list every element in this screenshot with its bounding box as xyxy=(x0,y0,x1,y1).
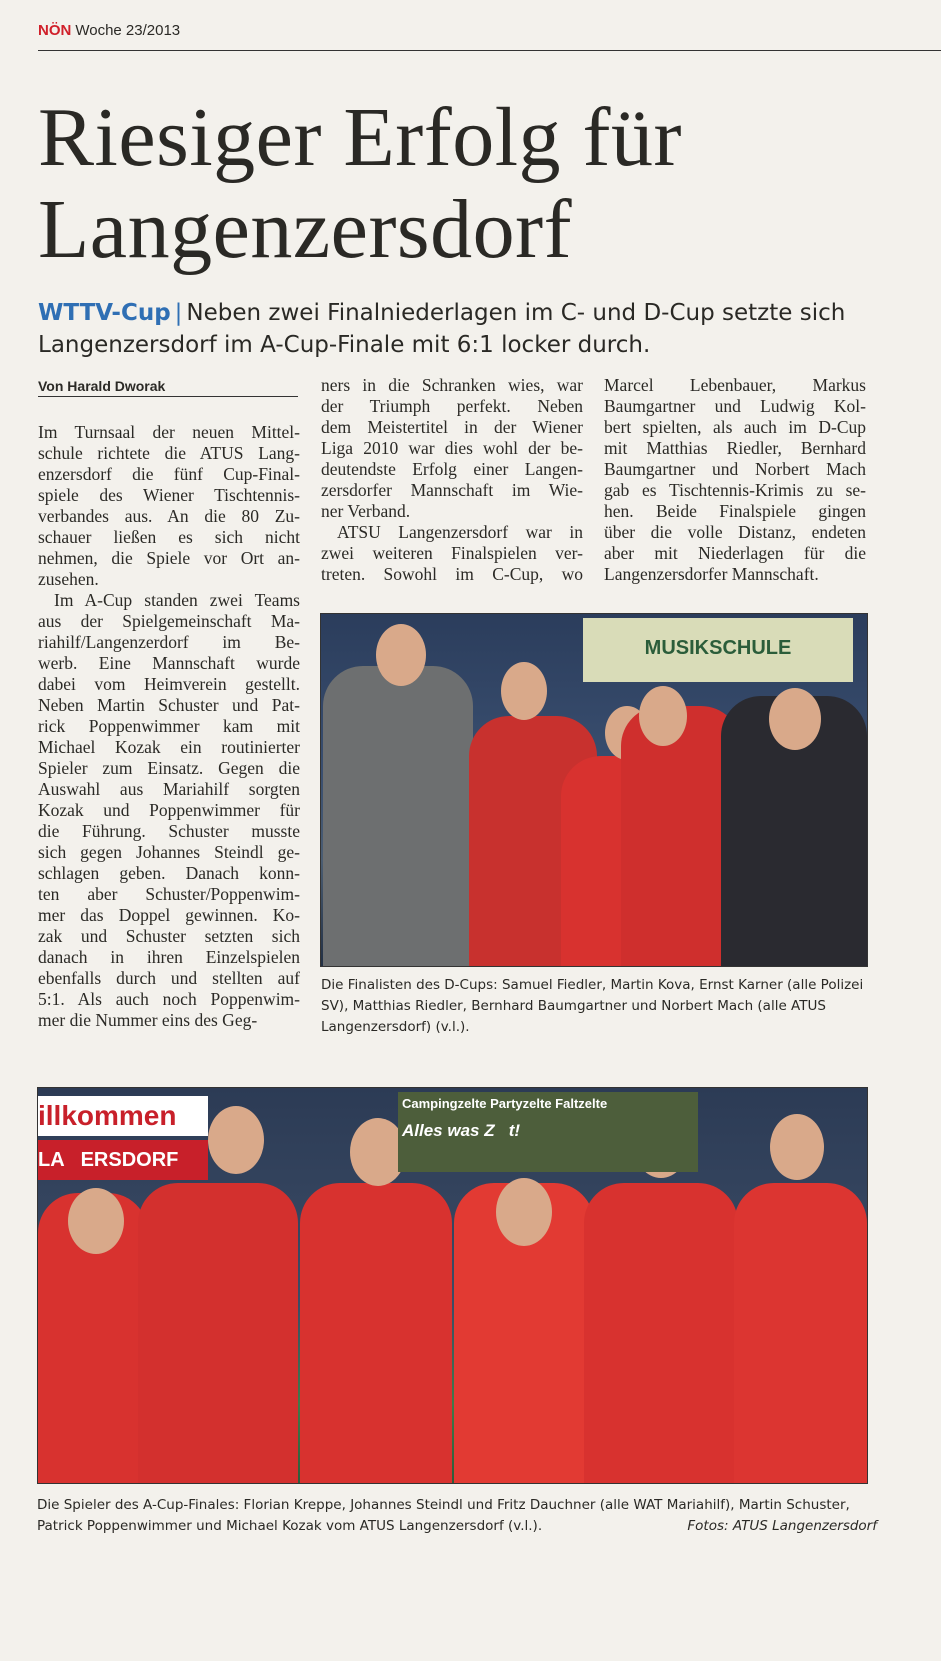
photo-2-caption-text: Die Spieler des A-Cup-Finales: Florian Kreppe, Johannes Steindl und Fritz Dauchner (alle WAT Mariahilf), Martin Schuster, Patrick Poppenwimmer und Michael Kozak vom ATUS Langenzersdorf (v.l.). xyxy=(37,1497,850,1534)
photo-1-caption: Die Finalisten des D-Cups: Samuel Fiedler, Martin Kova, Ernst Karner (alle Polizei SV), Matthias Riedler, Bernhard Baumgartner und Norbert Mach (alle ATUS Langenzersdorf) (v.l.). xyxy=(321,977,864,1035)
photo-ad-text: Campingzelte Partyzelte Faltzelte xyxy=(402,1096,608,1111)
article-line: deutendste Erfolg einer Langen- xyxy=(321,459,583,479)
article-line: 5:1. Als auch noch Poppenwim- xyxy=(38,989,300,1009)
article-line: bert spielten, als auch im D-Cup xyxy=(604,417,866,437)
photo-ad-slogan: Alles was Z t! xyxy=(402,1121,521,1140)
article-line: Auswahl aus Mariahilf sorgten xyxy=(38,779,300,799)
article-line: danach in ihren Einzelspielen xyxy=(38,947,300,967)
article-line: mer das Doppel gewinnen. Ko- xyxy=(38,905,300,925)
brand-logo: NÖN xyxy=(38,22,72,39)
headline-line-1: Riesiger Erfolg für xyxy=(38,91,682,184)
article-line: sich gegen Johannes Steindl ge- xyxy=(38,842,300,862)
photo-welcome-sign: illkommen xyxy=(38,1096,208,1136)
page-header xyxy=(38,22,180,39)
article-line: Kozak und Poppenwimmer für xyxy=(38,800,300,820)
article-line: aber mit Niederlagen für die xyxy=(604,543,866,563)
article-column-1 xyxy=(38,422,300,1031)
article-line: rick Poppenwimmer kam mit xyxy=(38,716,300,736)
subhead-text: Neben zwei Finalniederlagen im C- und D-Cup setzte sich Langenzersdorf im A-Cup-Finale mit 6:1 locker durch. xyxy=(38,300,846,358)
article-line: Neben Martin Schuster und Pat- xyxy=(38,695,300,715)
article-line: ten aber Schuster/Poppenwim- xyxy=(38,884,300,904)
photo-a-cup-finalists xyxy=(37,1087,868,1484)
article-line: treten. Sowohl im C-Cup, wo xyxy=(321,564,583,584)
article-column-3 xyxy=(604,375,866,585)
article-line: nehmen, die Spiele vor Ort an- xyxy=(38,548,300,568)
issue-label: Woche 23/2013 xyxy=(75,22,181,39)
article-line: riahilf/Langenzerdorf im Be- xyxy=(38,632,300,652)
article-line: Im A-Cup standen zwei Teams xyxy=(54,590,300,610)
article-line: ner Verband. xyxy=(321,501,411,521)
article-column-2 xyxy=(321,375,583,585)
article-line: Baumgartner und Norbert Mach xyxy=(604,459,866,479)
photo-d-cup-finalists xyxy=(320,613,868,967)
kicker: WTTV-Cup xyxy=(38,300,171,326)
article-line: mer die Nummer eins des Geg- xyxy=(38,1010,258,1030)
headline xyxy=(38,92,918,276)
article-line: ebenfalls durch und stellten auf xyxy=(38,968,300,988)
article-line: schule richtete die ATUS Lang- xyxy=(38,443,300,463)
article-line: die Führung. Schuster musste xyxy=(38,821,300,841)
headline-line-2: Langenzersdorf xyxy=(38,183,573,276)
article-line: über die volle Distanz, endeten xyxy=(604,522,866,542)
photo-town-sign: LA ERSDORF xyxy=(38,1140,208,1180)
article-line: Baumgartner und Ludwig Kol- xyxy=(604,396,866,416)
article-line: aus der Spielgemeinschaft Ma- xyxy=(38,611,300,631)
article-line: Liga 2010 war dies wohl der be- xyxy=(321,438,583,458)
article-line: schauer ließen es sich nicht xyxy=(38,527,300,547)
article-line: dabei vom Heimverein gestellt. xyxy=(38,674,300,694)
photo-credit: Fotos: ATUS Langenzersdorf xyxy=(687,1518,877,1534)
article-line: Michael Kozak ein routinierter xyxy=(38,737,300,757)
photo-sign: MUSIKSCHULE xyxy=(583,618,853,682)
article-line: mit Matthias Riedler, Bernhard xyxy=(604,438,866,458)
article-line: Im Turnsaal der neuen Mittel- xyxy=(38,422,300,442)
byline: Von Harald Dworak xyxy=(38,378,298,397)
photo-2-caption xyxy=(37,1495,877,1537)
article-line: zusehen. xyxy=(38,569,99,589)
article-line: enzersdorf die fünf Cup-Final- xyxy=(38,464,300,484)
article-line: Spieler zum Einsatz. Gegen die xyxy=(38,758,300,778)
article-line: gab es Tischtennis-Krimis zu se- xyxy=(604,480,866,500)
article-line: zwei weiteren Finalspielen ver- xyxy=(321,543,583,563)
article-line: ners in die Schranken wies, war xyxy=(321,375,583,395)
article-line: ATSU Langenzersdorf war in xyxy=(337,522,583,542)
article-line: spiele des Wiener Tischtennis- xyxy=(38,485,300,505)
article-line: zersdorfer Mannschaft im Wie- xyxy=(321,480,583,500)
article-line: Langenzersdorfer Mannschaft. xyxy=(604,564,819,584)
kicker-separator: | xyxy=(174,300,183,326)
subheadline xyxy=(38,297,898,361)
article-line: werb. Eine Mannschaft wurde xyxy=(38,653,300,673)
article-line: dem Meistertitel in der Wiener xyxy=(321,417,583,437)
header-rule xyxy=(38,50,941,51)
article-line: verbandes aus. An die 80 Zu- xyxy=(38,506,300,526)
photo-ad-sign xyxy=(398,1092,698,1172)
article-line: zak und Schuster setzten sich xyxy=(38,926,300,946)
article-line: Marcel Lebenbauer, Markus xyxy=(604,375,866,395)
article-line: hen. Beide Finalspiele gingen xyxy=(604,501,866,521)
article-line: der Triumph perfekt. Neben xyxy=(321,396,583,416)
article-line: schlagen geben. Danach konn- xyxy=(38,863,300,883)
